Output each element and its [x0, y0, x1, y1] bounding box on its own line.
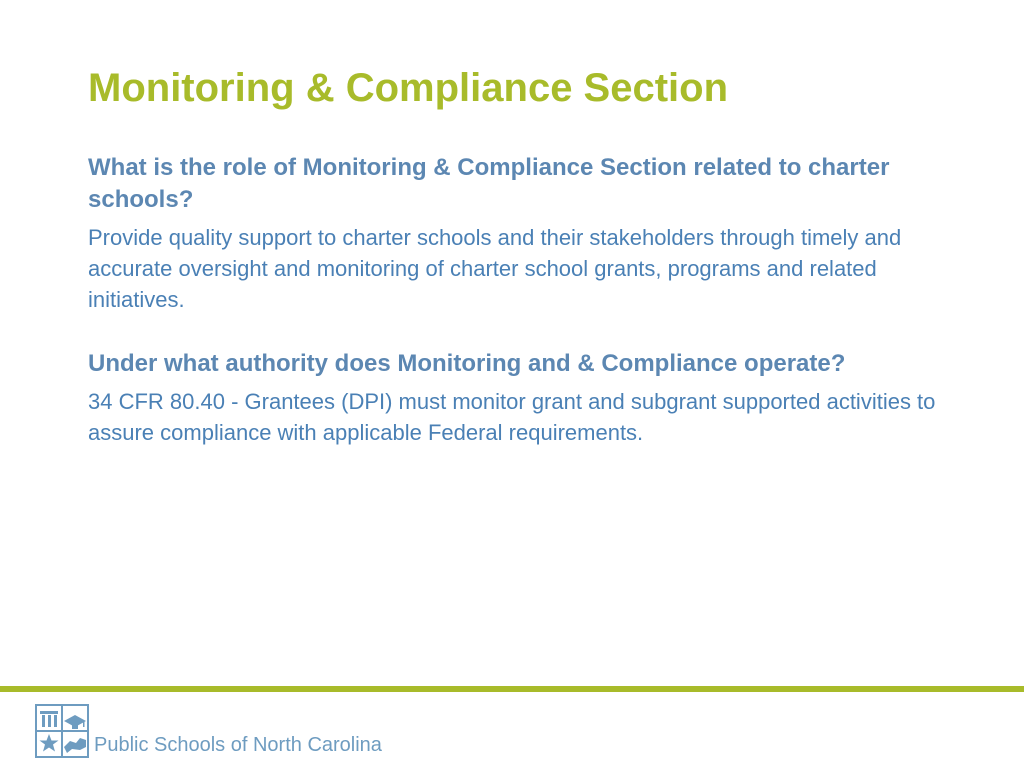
answer-text: Provide quality support to charter schools and their stakeholders through timely and accurate oversight and monitoring of charter school grants, programs and related initiatives. — [88, 225, 902, 312]
slide-title: Monitoring & Compliance Section — [88, 66, 729, 110]
organization-name: Public Schools of North Carolina — [94, 734, 382, 756]
question-heading: What is the role of Monitoring & Compliance Section related to charter schools? — [88, 154, 890, 213]
slide-content — [88, 152, 948, 448]
footer — [34, 703, 382, 759]
public-schools-nc-logo-icon — [34, 703, 90, 759]
qa-block-authority — [88, 348, 948, 448]
question-heading: Under what authority does Monitoring and & Compliance operate? — [88, 350, 846, 377]
footer-divider — [0, 686, 1024, 692]
answer-text: 34 CFR 80.40 - Grantees (DPI) must monitor grant and subgrant supported activities to assure compliance with applicable Federal requirements. — [88, 389, 936, 445]
qa-block-role — [88, 152, 948, 315]
